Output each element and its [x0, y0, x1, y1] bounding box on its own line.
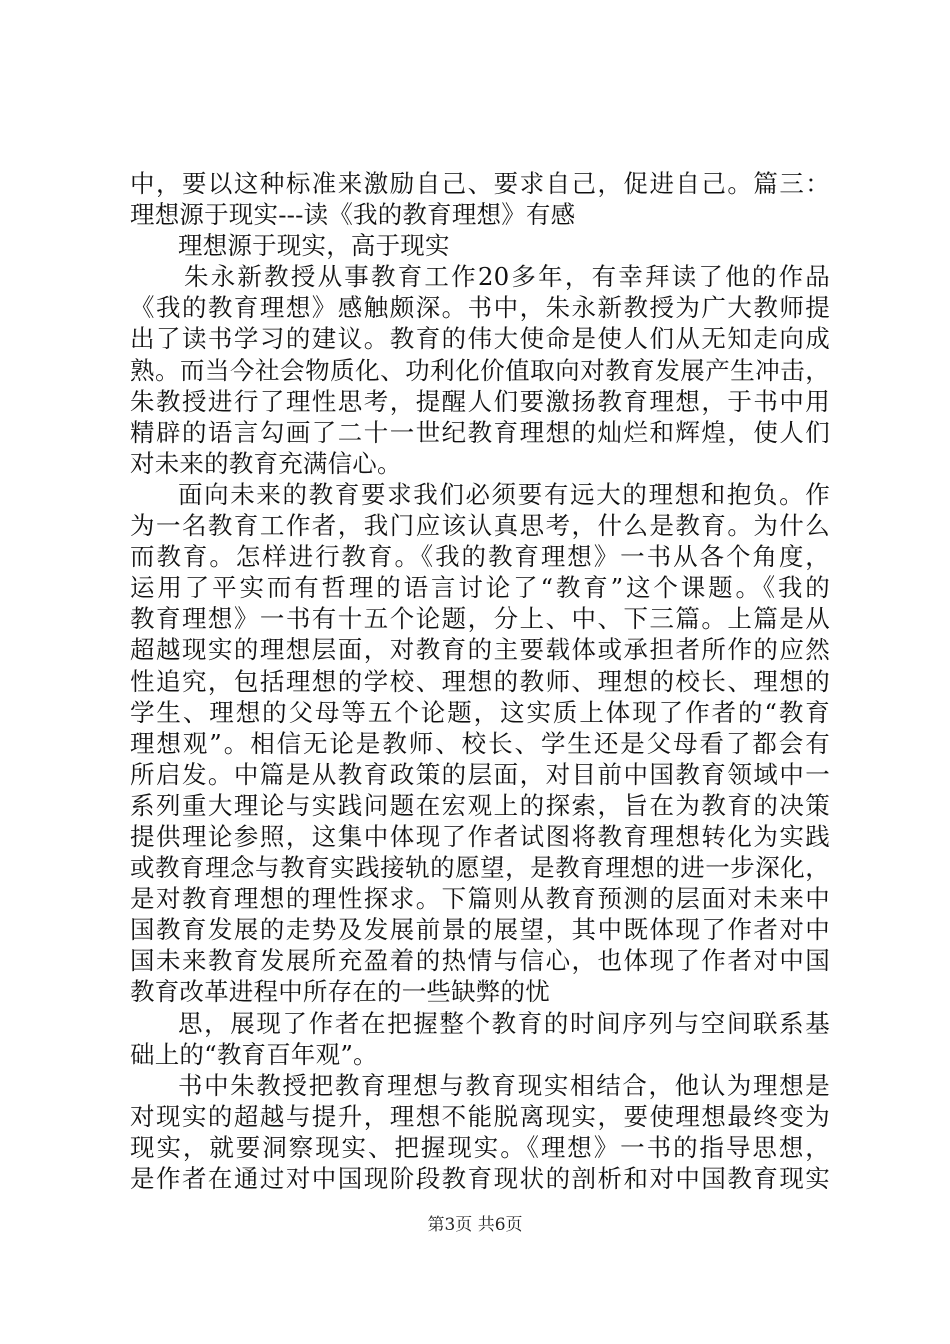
text-line: 精辟的语言勾画了二十一世纪教育理想的灿烂和辉煌，使人们: [130, 417, 830, 447]
text-line: 超越现实的理想层面，对教育的主要载体或承担者所作的应然: [130, 635, 830, 665]
text-line: 理想观”。相信无论是教师、校长、学生还是父母看了都会有: [130, 728, 830, 758]
section-subtitle: 理想源于现实，高于现实: [178, 231, 450, 261]
text-line: 思，展现了作者在把握整个教育的时间序列与空间联系基: [178, 1008, 830, 1038]
text-line: 国未来教育发展所充盈着的热情与信心，也体现了作者对中国: [130, 946, 830, 976]
text-line: 国教育发展的走势及发展前景的展望，其中既体现了作者对中: [130, 915, 830, 945]
text-line: 性追究，包括理想的学校、理想的教师、理想的校长、理想的: [130, 666, 830, 696]
text-line: 为一名教育工作者，我门应该认真思考，什么是教育。为什么: [130, 511, 830, 541]
text-line: 系列重大理论与实践问题在宏观上的探索，旨在为教育的决策: [130, 790, 830, 820]
text-line: 所启发。中篇是从教育政策的层面，对目前中国教育领域中一: [130, 759, 830, 789]
text-line: 出了读书学习的建议。教育的伟大使命是使人们从无知走向成: [130, 324, 830, 354]
text-line: 熟。而当今社会物质化、功利化价值取向对教育发展产生冲击，: [130, 355, 830, 385]
text-line: 对未来的教育充满信心。: [130, 448, 402, 478]
text-line: 面向未来的教育要求我们必须要有远大的理想和抱负。作: [178, 479, 830, 509]
text-line: 教育改革进程中所存在的一些缺弊的忧: [130, 977, 550, 1007]
text-line: 现实，就要洞察现实、把握现实。《理想》一书的指导思想，: [130, 1132, 830, 1162]
text-line: 中，要以这种标准来激励自己、要求自己，促进自己。篇三：: [130, 169, 830, 198]
text-line: 《我的教育理想》感触颇深。书中，朱永新教授为广大教师提: [130, 293, 830, 323]
text-line: 学生、理想的父母等五个论题，这实质上体现了作者的“教育: [130, 697, 830, 727]
text-line: 书中朱教授把教育理想与教育现实相结合，他认为理想是: [178, 1070, 830, 1100]
text-line: 朱教授进行了理性思考，提醒人们要激扬教育理想，于书中用: [130, 386, 830, 416]
text-line: 理想源于现实---读《我的教育理想》有感: [130, 200, 576, 230]
text-line: 对现实的超越与提升，理想不能脱离现实，要使理想最终变为: [130, 1101, 830, 1131]
page-number: 第3页 共6页: [427, 1215, 523, 1235]
text-line: 础上的“教育百年观”。: [130, 1039, 378, 1069]
text-line: 教育理想》一书有十五个论题，分上、中、下三篇。上篇是从: [130, 604, 830, 634]
text-line: 运用了平实而有哲理的语言讨论了“教育”这个课题。《我的: [130, 573, 830, 603]
text-line: 是对教育理想的理性探求。下篇则从教育预测的层面对未来中: [130, 884, 830, 914]
text-line: 而教育。怎样进行教育。《我的教育理想》一书从各个角度，: [130, 542, 830, 572]
text-line: 提供理论参照，这集中体现了作者试图将教育理想转化为实践: [130, 821, 830, 851]
body-text: [130, 168, 830, 1194]
text-line: 是作者在通过对中国现阶段教育现状的剖析和对中国教育现实: [130, 1164, 830, 1193]
text-line: 朱永新教授从事教育工作20多年，有幸拜读了他的作品: [184, 262, 830, 292]
text-line: 或教育理念与教育实践接轨的愿望，是教育理想的进一步深化，: [130, 853, 830, 883]
